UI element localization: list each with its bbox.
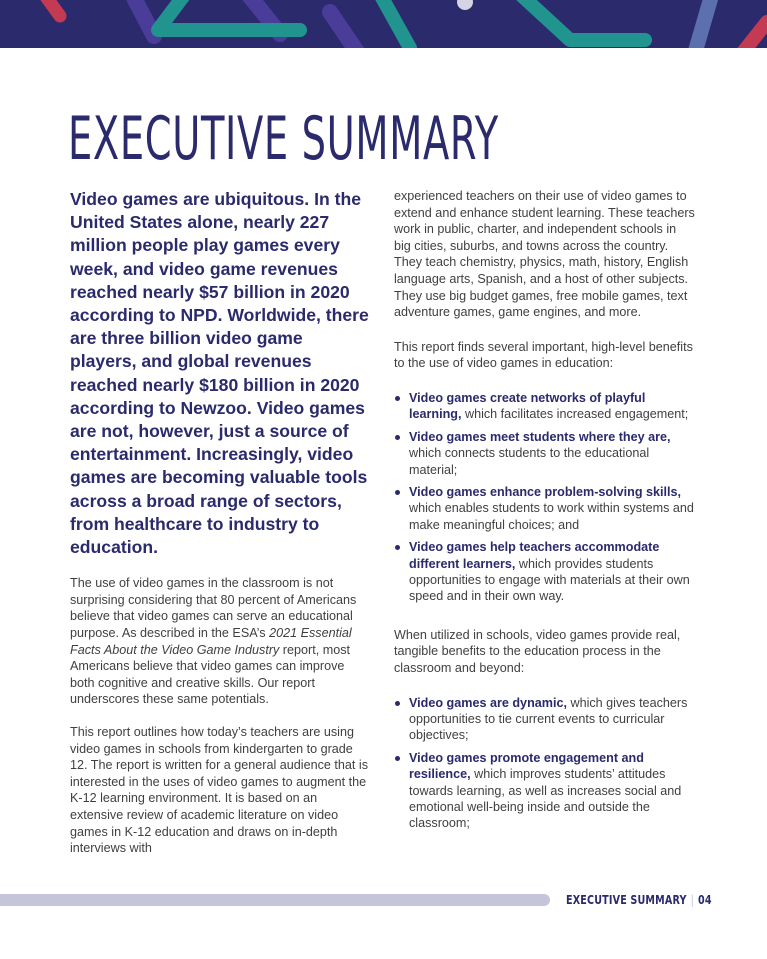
list-item: [394, 539, 696, 605]
benefits-list-1: [394, 390, 696, 605]
bullet-dot: [395, 396, 400, 401]
body-paragraph-1: [70, 575, 370, 708]
right-paragraph-2: This report finds several important, high-level benefits to the use of video games in education:: [394, 339, 693, 371]
list-item-bold: Video games meet students where they are,: [409, 429, 671, 444]
benefits-list-2: [394, 695, 696, 832]
page-number: 04: [698, 893, 712, 907]
list-item-bold: Video games help teachers accommodate different learners,: [409, 540, 660, 571]
list-item-bold: Video games are dynamic,: [409, 695, 567, 710]
footer-section-title: EXECUTIVE SUMMARY: [566, 893, 687, 907]
header-banner: [0, 0, 767, 48]
list-item-text: which provides students opportunities to engage with materials at their own speed and in their own way.: [409, 556, 690, 604]
list-item-text: which improves students’ attitudes towards learning, as well as increases social and emotional well-being inside and outside the classroom;: [409, 767, 682, 831]
bullet-dot: [395, 756, 400, 761]
list-item: [394, 429, 696, 478]
list-item-bold: Video games create networks of playful learning,: [409, 390, 646, 422]
lead-paragraph: Video games are ubiquitous. In the United States alone, nearly 227 million people play games every week, and video game revenues reached nearly $57 billion in 2020 according to NPD. Worldwide, there are three billion video game players, and global revenues reached nearly $180 billion in 2020 according to Newzoo. Video games are not, however, just a source of entertainment. Increasingly, video games are becoming valuable tools across a broad range of sectors, from healthcare to industry to education.: [70, 189, 369, 558]
right-column: [394, 188, 696, 854]
list-item-text: which facilitates increased engagement;: [461, 407, 689, 422]
right-paragraph-3: When utilized in schools, video games provide real, tangible benefits to the education process in the classroom and beyond:: [394, 627, 681, 675]
right-paragraph-1: experienced teachers on their use of video games to extend and enhance student learning. These teachers work in public, charter, and independent schools in big cities, suburbs, and towns across the country. They teach chemistry, physics, math, history, English language arts, Spanish, and a host of other subjects. They use big budget games, free mobile games, text adventure games, game engines, and more.: [394, 189, 695, 320]
list-item-bold: Video games promote engagement and resilience,: [409, 750, 644, 782]
footer-separator: |: [690, 893, 694, 907]
list-item-text: which gives teachers opportunities to tie current events to curricular objectives;: [409, 695, 688, 743]
footer-label: [566, 891, 712, 909]
bullet-dot: [395, 545, 400, 550]
bullet-dot: [395, 490, 400, 495]
body-paragraph-2: This report outlines how today’s teachers are using video games in schools from kindergarten to grade 12. The report is written for a general audience that is interested in the uses of video games to augment the K-12 learning environment. It is based on an extensive review of academic literature on video games in K-12 education and draws on in-depth interviews with: [70, 725, 368, 856]
page-title: EXECUTIVE SUMMARY: [68, 104, 499, 174]
footer-bar: [0, 894, 550, 906]
list-item-text: which connects students to the educational material;: [409, 446, 650, 477]
report-title-italic: 2021 Essential Facts About the Video Game Industry: [70, 626, 352, 657]
list-item: [394, 695, 696, 744]
list-item: [394, 390, 696, 423]
bullet-dot: [395, 701, 400, 706]
list-item-bold: Video games enhance problem-solving skills,: [409, 484, 682, 499]
list-item: [394, 484, 696, 533]
bullet-dot: [395, 435, 400, 440]
list-item-text: which enables students to work within systems and make meaningful choices; and: [409, 501, 694, 532]
body-paragraph-1-tail: report, most Americans believe that video games can improve both cognitive and creative skills. Our report underscores these same potentials.: [70, 642, 350, 707]
list-item: [394, 750, 696, 832]
left-column: [70, 188, 370, 873]
body-paragraph-1-text: The use of video games in the classroom is not surprising considering that 80 percent of Americans believe that video games can serve an educational purpose. As described in the ESA’s: [70, 576, 357, 641]
